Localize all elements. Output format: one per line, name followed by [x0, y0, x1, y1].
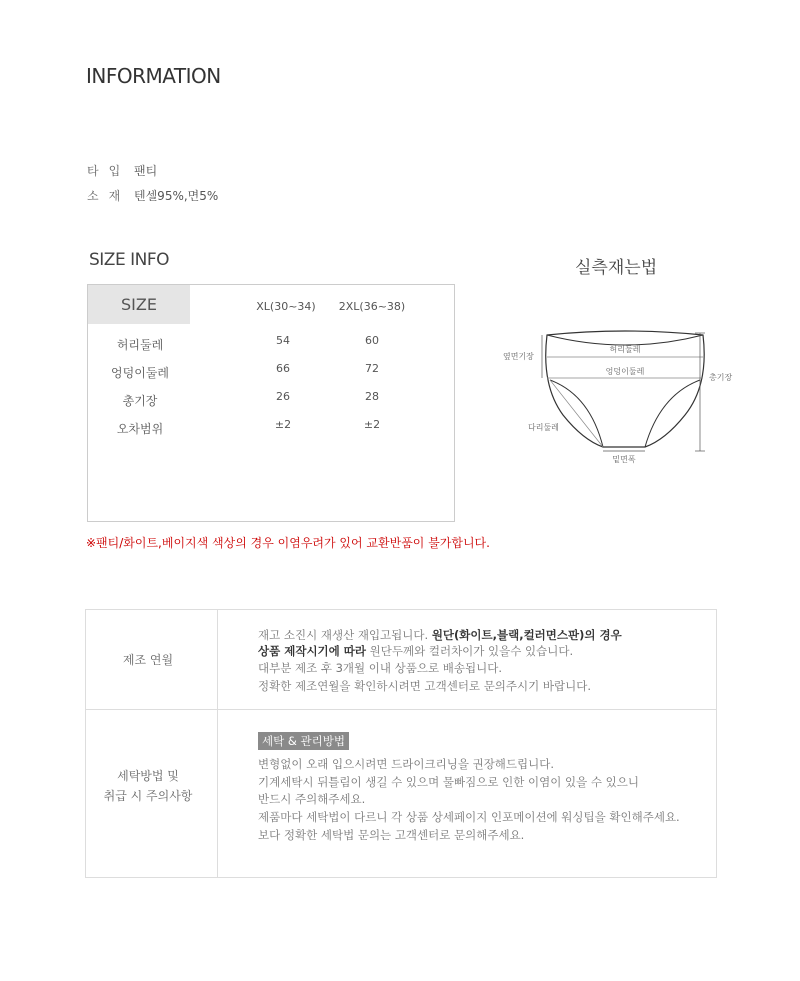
- size-cell: 66: [276, 362, 290, 375]
- washing-line: 보다 정확한 세탁법 문의는 고객센터로 문의해주세요.: [258, 828, 525, 842]
- size-row-label: 허리둘레: [116, 338, 164, 352]
- washing-line: 변형없이 오래 입으시려면 드라이크리닝을 권장해드립니다.: [258, 757, 554, 771]
- measurement-diagram: [495, 325, 755, 470]
- label-waist: 허리둘레: [609, 345, 641, 354]
- size-tag: SIZE: [88, 285, 190, 324]
- divider: [86, 709, 716, 710]
- size-row-label: 오차범위: [116, 422, 164, 436]
- size-cell: 54: [276, 334, 290, 347]
- manufacture-label: 제조 연월: [122, 653, 174, 667]
- size-cell: ±2: [363, 418, 381, 431]
- washing-tag: 세탁 & 관리방법: [258, 732, 349, 750]
- washing-line: 기계세탁시 뒤틀림이 생길 수 있으며 물빠짐으로 인한 이염이 있을 수 있으니: [258, 775, 639, 789]
- spec-material-value: 텐셀95%,면5%: [134, 189, 219, 203]
- label-crotch: 밑면폭: [612, 455, 636, 464]
- label-side: 옆면기장: [503, 352, 534, 361]
- size-cell: 28: [365, 390, 379, 403]
- washing-label: 세탁방법 및 취급 시 주의사항: [103, 769, 193, 803]
- size-cell: 72: [365, 362, 379, 375]
- label-hip: 엉덩이둘레: [605, 367, 645, 376]
- exchange-notice: ※팬티/화이트,베이지색 색상의 경우 이염우려가 있어 교환반품이 불가합니다.: [86, 536, 490, 550]
- washing-line: 반드시 주의해주세요.: [258, 792, 366, 806]
- measure-heading: 실측재는법: [575, 258, 658, 278]
- spec-type-value: 팬티: [134, 164, 158, 178]
- label-leg: 다리둘레: [528, 423, 559, 432]
- label-total: 총기장: [709, 373, 733, 382]
- size-cell: 26: [276, 390, 290, 403]
- size-info-heading: SIZE INFO: [89, 250, 169, 270]
- size-col-xl: XL(30~34): [256, 300, 316, 313]
- leg-curve-right: [645, 380, 700, 447]
- leg-line: [550, 380, 603, 447]
- waist-curve: [547, 335, 703, 345]
- size-cell: ±2: [274, 418, 292, 431]
- size-row-label: 총기장: [122, 394, 158, 408]
- page-title: INFORMATION: [86, 64, 221, 88]
- manufacture-line: 재고 소진시 재생산 재입고됩니다. 원단(화이트,블랙,컬러면스판)의 경우: [258, 628, 622, 642]
- spec-material-label: 소재: [87, 189, 131, 203]
- manufacture-line: 정확한 제조연월을 확인하시려면 고객센터로 문의주시기 바랍니다.: [258, 679, 591, 693]
- washing-line: 제품마다 세탁법이 다르니 각 상품 상세페이지 인포메이션에 워싱팁을 확인해주세요.: [258, 810, 680, 824]
- manufacture-line: 대부분 제조 후 3개월 이내 상품으로 배송됩니다.: [258, 661, 502, 675]
- size-row-label: 엉덩이둘레: [111, 366, 169, 380]
- spec-type-label: 타입: [87, 164, 131, 178]
- size-cell: 60: [365, 334, 379, 347]
- manufacture-line: 상품 제작시기에 따라 원단두께와 컬러차이가 있을수 있습니다.: [258, 644, 574, 658]
- divider: [217, 610, 218, 877]
- size-col-2xl: 2XL(36~38): [338, 300, 406, 313]
